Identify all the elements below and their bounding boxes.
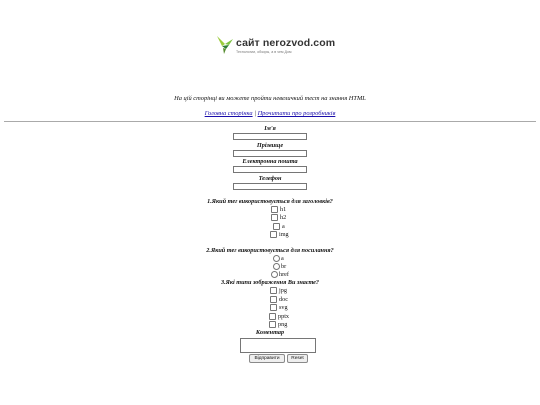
- last-name-label: Прізвище: [256, 142, 284, 149]
- option-label: a: [282, 223, 285, 230]
- q2-option-href[interactable]: [271, 271, 289, 279]
- submit-button[interactable]: Відправити: [249, 354, 285, 363]
- intro-text: На цій сторінці ви можете пройти невеличкий тест на знання HTML: [174, 95, 366, 102]
- option-label: img: [279, 231, 289, 238]
- nav-separator: |: [254, 110, 256, 117]
- site-logo[interactable]: [216, 33, 336, 59]
- q1-option-h1[interactable]: [271, 206, 286, 214]
- option-label: a: [281, 255, 284, 262]
- checkbox[interactable]: [271, 214, 278, 221]
- option-label: svg: [279, 304, 288, 311]
- option-label: href: [279, 271, 289, 278]
- first-name-label: Ім'я: [264, 125, 276, 132]
- site-tagline: Технологии, обзоры, а в чем Дом: [236, 50, 292, 54]
- option-label: doc: [279, 296, 288, 303]
- radio-button[interactable]: [273, 255, 280, 262]
- checkbox[interactable]: [271, 206, 278, 213]
- last-name-input[interactable]: [233, 150, 307, 157]
- hummingbird-logo-icon: [216, 35, 234, 55]
- comment-textarea[interactable]: [240, 338, 316, 353]
- q2-option-br[interactable]: [273, 263, 286, 271]
- radio-button[interactable]: [271, 271, 278, 278]
- q3-option-svg[interactable]: [270, 304, 288, 312]
- q3-option-doc[interactable]: [270, 296, 288, 304]
- checkbox[interactable]: [270, 304, 277, 311]
- q3-option-jpg[interactable]: [270, 287, 287, 295]
- question-1-text: 1.Який тег використовується для заголовків?: [207, 198, 333, 205]
- horizontal-divider: [4, 121, 536, 122]
- first-name-input[interactable]: [233, 133, 307, 140]
- option-label: jpg: [279, 287, 287, 294]
- option-label: h1: [280, 206, 287, 213]
- q1-option-img[interactable]: [270, 231, 289, 239]
- email-label: Електронна пошта: [242, 158, 298, 165]
- home-link[interactable]: Головна сторінка: [204, 110, 253, 117]
- q3-option-pptx[interactable]: [269, 313, 289, 321]
- option-label: png: [278, 321, 288, 328]
- option-label: pptx: [278, 313, 290, 320]
- option-label: br: [281, 263, 287, 270]
- checkbox[interactable]: [273, 223, 280, 230]
- option-label: h2: [280, 214, 287, 221]
- checkbox[interactable]: [270, 231, 277, 238]
- checkbox[interactable]: [270, 287, 277, 294]
- nav-links: [0, 110, 540, 117]
- q1-option-h2[interactable]: [271, 214, 286, 222]
- q3-option-png[interactable]: [269, 321, 287, 329]
- checkbox[interactable]: [269, 313, 276, 320]
- radio-button[interactable]: [273, 263, 280, 270]
- comment-label: Коментар: [255, 329, 285, 336]
- site-brand-name: сайт nerozvod.com: [236, 37, 336, 49]
- checkbox[interactable]: [270, 296, 277, 303]
- phone-label: Телефон: [258, 175, 282, 182]
- reset-button[interactable]: Reset: [287, 354, 308, 363]
- email-input[interactable]: [233, 166, 307, 173]
- about-developers-link[interactable]: Прочитати про розробників: [257, 110, 336, 117]
- question-2-text: 2.Який тег використовується для посилання?: [206, 247, 334, 254]
- q1-option-a[interactable]: [273, 223, 285, 231]
- phone-input[interactable]: [233, 183, 307, 190]
- checkbox[interactable]: [269, 321, 276, 328]
- q2-option-a[interactable]: [273, 255, 284, 263]
- question-3-text: 3.Які типи зображення Ви знаєте?: [220, 279, 320, 286]
